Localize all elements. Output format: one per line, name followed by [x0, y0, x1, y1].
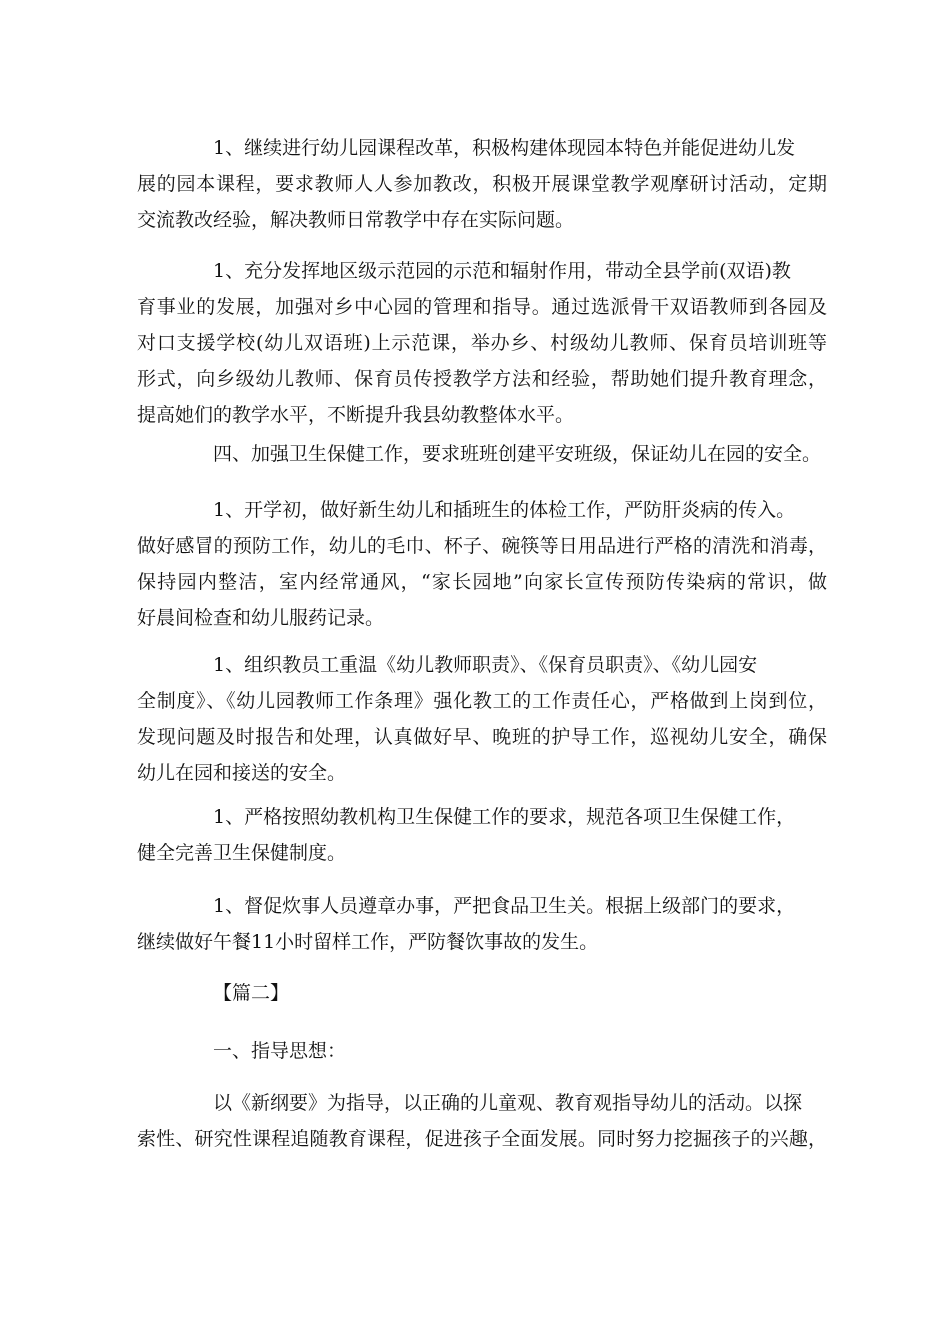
section-heading-health-care	[137, 436, 827, 472]
text-line: 1、开学初，做好新生幼儿和插班生的体检工作，严防肝炎病的传入。	[213, 499, 796, 521]
text-line: 对口支援学校(幼儿双语班)上示范课，举办乡、村级幼儿教师、保育员培训班等	[137, 332, 827, 354]
text-line: 交流教改经验，解决教师日常教学中存在实际问题。	[137, 209, 575, 231]
text-line: 1、充分发挥地区级示范园的示范和辐射作用，带动全县学前(双语)教	[213, 260, 791, 282]
chapter-label	[137, 975, 827, 1011]
paragraph-staff-duties	[137, 647, 827, 791]
text-line: 健全完善卫生保健制度。	[137, 842, 347, 864]
text-line: 继续做好午餐11小时留样工作，严防餐饮事故的发生。	[137, 931, 599, 953]
paragraph-hygiene-standards	[137, 799, 827, 871]
text-line: 1、组织教员工重温《幼儿教师职责》、《保育员职责》、《幼儿园安	[213, 654, 758, 676]
text-line: 幼儿在园和接送的安全。	[137, 762, 347, 784]
text-line: 1、督促炊事人员遵章办事，严把食品卫生关。根据上级部门的要求，	[213, 895, 796, 917]
text-line: 好晨间检查和幼儿服药记录。	[137, 607, 385, 629]
paragraph-health-check	[137, 492, 827, 636]
text-line: 1、继续进行幼儿园课程改革，积极构建体现园本特色并能促进幼儿发	[213, 137, 796, 159]
text-line: 四、加强卫生保健工作，要求班班创建平安班级，保证幼儿在园的安全。	[213, 443, 822, 465]
paragraph-food-safety	[137, 888, 827, 960]
text-line: 全制度》、《幼儿园教师工作条理》强化教工的工作责任心，严格做到上岗到位，	[137, 690, 827, 712]
text-line: 形式，向乡级幼儿教师、保育员传授教学方法和经验，帮助她们提升教育理念，	[137, 368, 827, 390]
text-line: 索性、研究性课程追随教育课程，促进孩子全面发展。同时努力挖掘孩子的兴趣，	[137, 1128, 827, 1150]
section-heading-guiding-thought	[137, 1033, 827, 1069]
text-line: 1、严格按照幼教机构卫生保健工作的要求，规范各项卫生保健工作，	[213, 806, 796, 828]
text-line: 以《新纲要》为指导，以正确的儿童观、教育观指导幼儿的活动。以探	[213, 1092, 803, 1114]
paragraph-demonstration-role	[137, 253, 827, 433]
text-line: 做好感冒的预防工作，幼儿的毛巾、杯子、碗筷等日用品进行严格的清洗和消毒，	[137, 535, 827, 557]
text-line: 育事业的发展，加强对乡中心园的管理和指导。通过选派骨干双语教师到各园及	[137, 296, 827, 318]
text-line: 发现问题及时报告和处理，认真做好早、晚班的护导工作，巡视幼儿安全，确保	[137, 726, 827, 748]
text-line: 保持园内整洁，室内经常通风，“家长园地”向家长宣传预防传染病的常识，做	[137, 571, 827, 593]
paragraph-curriculum-reform	[137, 130, 827, 238]
text-line: 一、指导思想：	[213, 1040, 347, 1062]
text-line: 【篇二】	[213, 982, 290, 1004]
paragraph-guiding-thought	[137, 1085, 827, 1157]
text-line: 展的园本课程，要求教师人人参加教改，积极开展课堂教学观摩研讨活动，定期	[137, 173, 827, 195]
text-line: 提高她们的教学水平，不断提升我县幼教整体水平。	[137, 404, 575, 426]
